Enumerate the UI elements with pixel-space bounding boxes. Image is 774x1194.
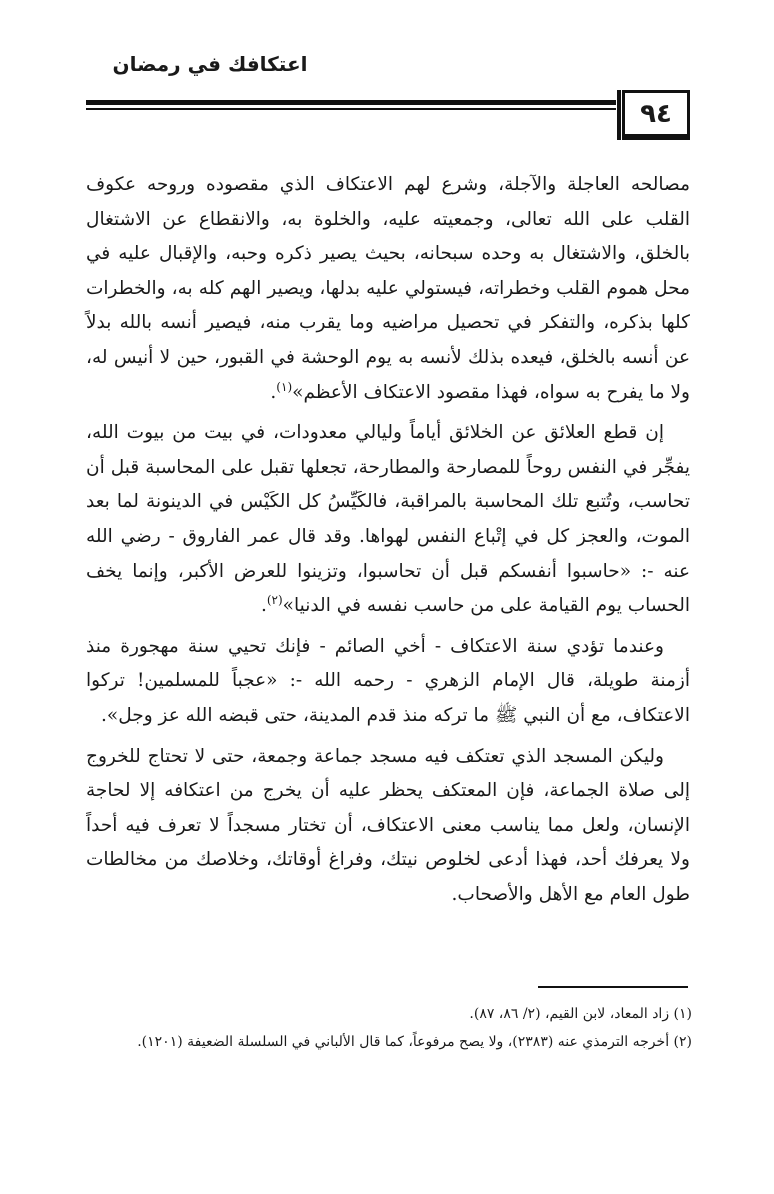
footnote: (١) زاد المعاد، لابن القيم، (٢/ ٨٦، ٨٧). xyxy=(469,1006,692,1022)
paragraph-text: مصالحه العاجلة والآجلة، وشرع لهم الاعتكاف الذي مقصوده وروحه عكوف القلب على الله تعالى، وجمعيته عليه، والخلوة به، والانقطاع عن الاشتغال بالخلق، والاشتغال به وحده سبحانه، بحيث يصير ذكره وحبه، والإقبال عليه في محل هموم القلب وخطراته، فيستولي عليه بدلها، ويصير الهم كله به، والخطرات كلها بذكره، والتفكر في تحصيل مراضيه وما يقرب منه، فيصير أنسه بالله بدلاً عن أنسه بالخلق، فيعده بذلك لأنسه به يوم الوحشة في القبور، حين لا أنيس له، ولا ما يفرح به سواه، فهذا مقصود الاعتكاف الأعظم» xyxy=(86,174,690,403)
footnotes xyxy=(80,1000,692,1056)
footnote-separator xyxy=(538,986,688,988)
paragraph-end: . xyxy=(270,381,277,403)
paragraph-text: إن قطع العلائق عن الخلائق أياماً وليالي معدودات، في بيت من بيوت الله، يفجِّر في النفس روحاً للمصارحة والمطارحة، تجعلها تقبل على المحاسبة قبل أن تحاسب، وتُتبع تلك المحاسبة بالمراقبة، فالكَيِّسُ كل الكَيْس في الدينونة لما بعد الموت، والعجز كل في إتْباع النفس لهواها. وقد قال عمر الفاروق - رضي الله عنه -: «حاسبوا أنفسكم قبل أن تحاسبوا، وتزينوا للعرض الأكبر، وإنما يخف الحساب يوم القيامة على من حاسب نفسه في الدنيا» xyxy=(86,422,690,617)
paragraph-text: وليكن المسجد الذي تعتكف فيه مسجد جماعة وجمعة، حتى لا تحتاج للخروج إلى صلاة الجماعة، فإن المعتكف يحظر عليه أن يخرج من اعتكافه إلا لحاجة الإنسان، ولعل مما يناسب معنى الاعتكاف، أن تختار مسجداً لا تعرف فيه أحداً ولا يعرفك أحد، فهذا أدعى لخلوص نيتك، وفراغ أوقاتك، وخلاصك من مخالطات طول العام مع الأهل والأصحاب. xyxy=(86,745,690,905)
footnote-ref: (١) xyxy=(276,379,293,394)
running-title: اعتكافك في رمضان xyxy=(112,52,308,76)
body-text xyxy=(86,168,690,918)
paragraph xyxy=(86,416,690,624)
header-rule-thin xyxy=(86,108,616,110)
header-rule xyxy=(86,100,616,105)
footnote-ref: (٢) xyxy=(266,592,283,607)
paragraph-end: . xyxy=(260,595,267,617)
paragraph-text: وعندما تؤدي سنة الاعتكاف - أخي الصائم - فإنك تحيي سنة مهجورة منذ أزمنة طويلة، قال الإمام الزهري - رحمه الله -: «عجباً للمسلمين! تركوا الاعتكاف، مع أن النبي ﷺ ما تركه منذ قدم المدينة، حتى قبضه الله عز وجل». xyxy=(86,635,690,726)
footnote: (٢) أخرجه الترمذي عنه (٢٣٨٣)، ولا يصح مرفوعاً، كما قال الألباني في السلسلة الضعيفة (١٢٠١). xyxy=(137,1034,692,1050)
paragraph xyxy=(86,630,690,734)
paragraph xyxy=(86,168,690,410)
paragraph xyxy=(86,740,690,913)
page-number: ٩٤ xyxy=(622,90,690,140)
